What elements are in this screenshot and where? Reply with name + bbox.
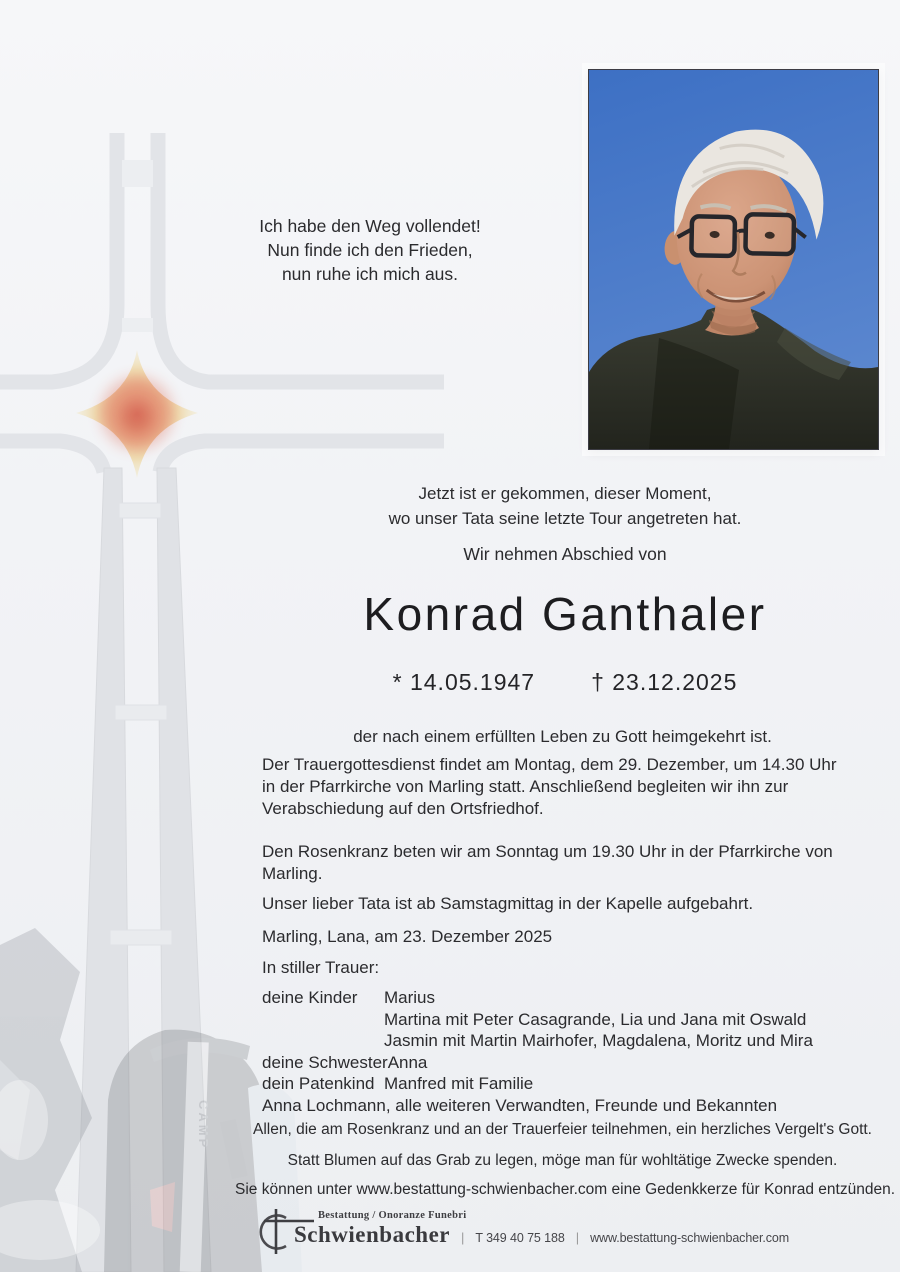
rosary-line: Marling. — [262, 864, 323, 883]
mourner-value: Martina mit Peter Casagrande, Lia und Jana mit Oswald — [384, 1009, 807, 1029]
mourner-label: deine Kinder — [262, 988, 358, 1007]
service-line: Verabschiedung auf den Ortsfriedhof. — [262, 799, 544, 818]
mourner-row — [262, 1052, 874, 1074]
rosary-line: Den Rosenkranz beten wir am Sonntag um 19.30 Uhr in der Pfarrkirche von — [262, 842, 833, 861]
deceased-name: Konrad Ganthaler — [363, 588, 767, 640]
mourner-row — [262, 987, 874, 1052]
mourner-value: Marius — [384, 988, 436, 1007]
service-paragraph — [262, 754, 874, 820]
farewell-text: Wir nehmen Abschied von — [463, 544, 667, 564]
thanks-note: Allen, die am Rosenkranz und an der Trauerfeier teilnehmen, ein herzliches Vergelt's Gott. — [253, 1121, 872, 1138]
footer-tagline: Bestattung / Onoranze Funebri — [318, 1210, 467, 1221]
mourners-closing: Anna Lochmann, alle weiteren Verwandten, Freunde und Bekannten — [262, 1096, 778, 1115]
poem-line: Ich habe den Weg vollendet! — [259, 216, 481, 236]
mourner-value: Anna — [387, 1052, 428, 1072]
mourner-value: Manfred mit Familie — [384, 1074, 534, 1093]
service-line: Der Trauergottesdienst findet am Montag, dem 29. Dezember, um 14.30 Uhr — [262, 755, 837, 774]
rocks-shape — [0, 928, 92, 1272]
mourner-values — [384, 1073, 533, 1095]
axe-brand-text: CAMP — [196, 1100, 211, 1151]
death-date: † 23.12.2025 — [591, 669, 738, 695]
footer-separator: | — [461, 1230, 465, 1245]
footer-brand: Schwienbacher — [294, 1222, 450, 1247]
candle-note: Sie können unter www.bestattung-schwienbacher.com eine Gedenkkerze für Konrad entzünden. — [235, 1181, 896, 1198]
footer-phone: T 349 40 75 188 — [475, 1231, 565, 1245]
poem-line: nun ruhe ich mich aus. — [281, 264, 459, 284]
mourner-row — [262, 1073, 874, 1095]
dateline-text: Marling, Lana, am 23. Dezember 2025 — [262, 927, 553, 946]
poem-block — [190, 214, 550, 286]
footer-logo-bar — [256, 1206, 789, 1254]
rosary-paragraph — [262, 841, 874, 885]
portrait-photo — [588, 69, 879, 450]
service-line: in der Pfarrkirche von Marling statt. Anschließend begleiten wir ihn zur — [262, 777, 789, 796]
donations-note: Statt Blumen auf das Grab zu legen, möge man für wohltätige Zwecke spenden. — [287, 1152, 838, 1169]
poem-line: Nun finde ich den Frieden, — [267, 240, 473, 260]
mourner-values — [388, 1052, 428, 1074]
intro-block — [265, 481, 865, 531]
footer-website: www.bestattung-schwienbacher.com — [590, 1231, 790, 1245]
mourners-heading: In stiller Trauer: — [262, 958, 380, 977]
life-dates — [165, 669, 900, 696]
footer-separator: | — [575, 1230, 580, 1245]
mourners-table — [262, 987, 874, 1095]
repose-paragraph: Unser lieber Tata ist ab Samstagmittag in der Kapelle aufgebahrt. — [262, 894, 754, 913]
mourner-label: dein Patenkind — [262, 1074, 375, 1093]
birth-date: * 14.05.1947 — [392, 669, 536, 695]
mourner-value: Jasmin mit Martin Mairhofer, Magdalena, Moritz und Mira — [384, 1031, 813, 1050]
intro-line: Jetzt ist er gekommen, dieser Moment, — [418, 484, 712, 503]
intro-line: wo unser Tata seine letzte Tour angetreten hat. — [388, 509, 742, 528]
brand-block — [294, 1209, 789, 1248]
epitaph-text: der nach einem erfüllten Leben zu Gott heimgekehrt ist. — [353, 727, 772, 746]
cross-diamond — [76, 350, 198, 478]
mourner-values — [384, 987, 813, 1052]
mourner-label: deine Schwester — [262, 1052, 388, 1072]
